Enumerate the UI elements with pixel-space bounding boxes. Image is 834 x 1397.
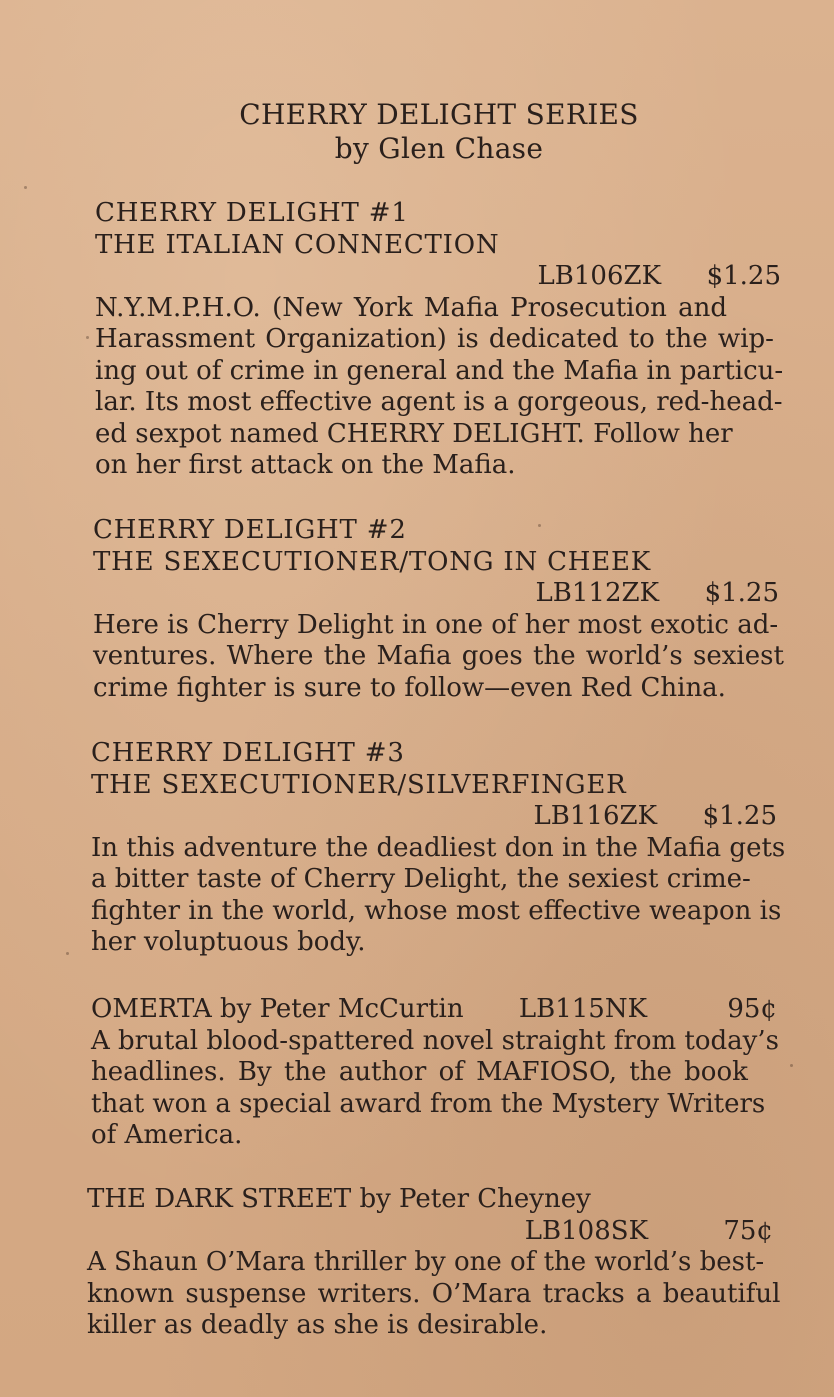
book-price: 95¢ bbox=[727, 994, 777, 1024]
description-line: lar. Its most effective agent is a gorgeous, red-head- bbox=[95, 387, 783, 417]
description-line: ing out of crime in general and the Mafia in particu- bbox=[95, 355, 784, 386]
paper-speck bbox=[24, 186, 27, 189]
book-code-price-row bbox=[95, 261, 781, 293]
description-line: headlines. By the author of MAFIOSO, the book bbox=[91, 1057, 748, 1087]
book-title: OMERTA by Peter McCurtin bbox=[91, 994, 464, 1024]
description-line: that won a special award from the Mystery Writers bbox=[91, 1088, 766, 1119]
description-line: known suspense writers. O’Mara tracks a beautiful bbox=[87, 1278, 781, 1309]
book-code-price-row bbox=[87, 1216, 773, 1248]
description-line: of America. bbox=[91, 1120, 243, 1150]
description-line: N.Y.M.P.H.O. (New York Mafia Prosecution and bbox=[95, 292, 728, 323]
description-line: on her first attack on the Mafia. bbox=[95, 450, 516, 480]
book-code: LB108SK bbox=[524, 1215, 648, 1246]
book-price: $1.25 bbox=[706, 261, 781, 291]
book-entry-cherry-delight-3 bbox=[91, 738, 786, 959]
book-series-number: CHERRY DELIGHT #1 bbox=[95, 198, 409, 228]
book-code-price bbox=[519, 994, 777, 1026]
book-title: THE DARK STREET by Peter Cheyney bbox=[87, 1184, 591, 1214]
description-line: fighter in the world, whose most effective weapon is bbox=[91, 895, 782, 926]
description-line: ed sexpot named CHERRY DELIGHT. Follow her bbox=[95, 418, 733, 449]
book-price: $1.25 bbox=[704, 578, 779, 608]
description-line: Harassment Organization) is dedicated to the wip- bbox=[95, 324, 774, 354]
description-line: Here is Cherry Delight in one of her most exotic ad- bbox=[93, 609, 779, 640]
series-title: CHERRY DELIGHT SERIES bbox=[239, 98, 639, 131]
book-price: 75¢ bbox=[723, 1215, 773, 1246]
description-line: killer as deadly as she is desirable. bbox=[87, 1310, 548, 1340]
book-code: LB116ZK bbox=[533, 801, 657, 831]
paper-speck bbox=[790, 1064, 793, 1067]
description-line: her voluptuous body. bbox=[91, 927, 366, 957]
description-line: A Shaun O’Mara thriller by one of the world’s best- bbox=[87, 1247, 765, 1277]
paper-speck bbox=[66, 952, 69, 955]
book-series-number: CHERRY DELIGHT #3 bbox=[91, 738, 405, 768]
series-header bbox=[0, 98, 834, 166]
book-price: $1.25 bbox=[702, 801, 777, 831]
book-code: LB115NK bbox=[518, 994, 647, 1024]
series-author: by Glen Chase bbox=[334, 132, 544, 165]
book-entry-omerta bbox=[91, 994, 777, 1152]
description-line: a bitter taste of Cherry Delight, the sexiest crime- bbox=[91, 864, 751, 894]
paper-speck bbox=[86, 336, 89, 339]
book-entry-dark-street bbox=[87, 1184, 781, 1342]
paper-speck bbox=[538, 524, 541, 527]
book-series-number: CHERRY DELIGHT #2 bbox=[93, 515, 407, 545]
book-title: THE SEXECUTIONER/SILVERFINGER bbox=[91, 769, 627, 800]
book-code: LB106ZK bbox=[537, 261, 661, 291]
description-line: A brutal blood-spattered novel straight from today’s bbox=[91, 1025, 779, 1056]
book-code: LB112ZK bbox=[535, 578, 659, 608]
book-entry-cherry-delight-2 bbox=[93, 515, 784, 704]
description-line: In this adventure the deadliest don in the Mafia gets bbox=[91, 832, 786, 863]
book-code-price-row bbox=[91, 801, 777, 833]
book-entry-cherry-delight-1 bbox=[95, 198, 784, 482]
description-line: crime fighter is sure to follow—even Red China. bbox=[93, 672, 726, 703]
book-title: THE SEXECUTIONER/TONG IN CHEEK bbox=[93, 546, 652, 577]
description-line: ventures. Where the Mafia goes the world’s sexiest bbox=[93, 641, 784, 671]
book-code-price-row bbox=[93, 578, 779, 610]
book-title: THE ITALIAN CONNECTION bbox=[95, 229, 500, 260]
book-title-row bbox=[91, 994, 777, 1026]
